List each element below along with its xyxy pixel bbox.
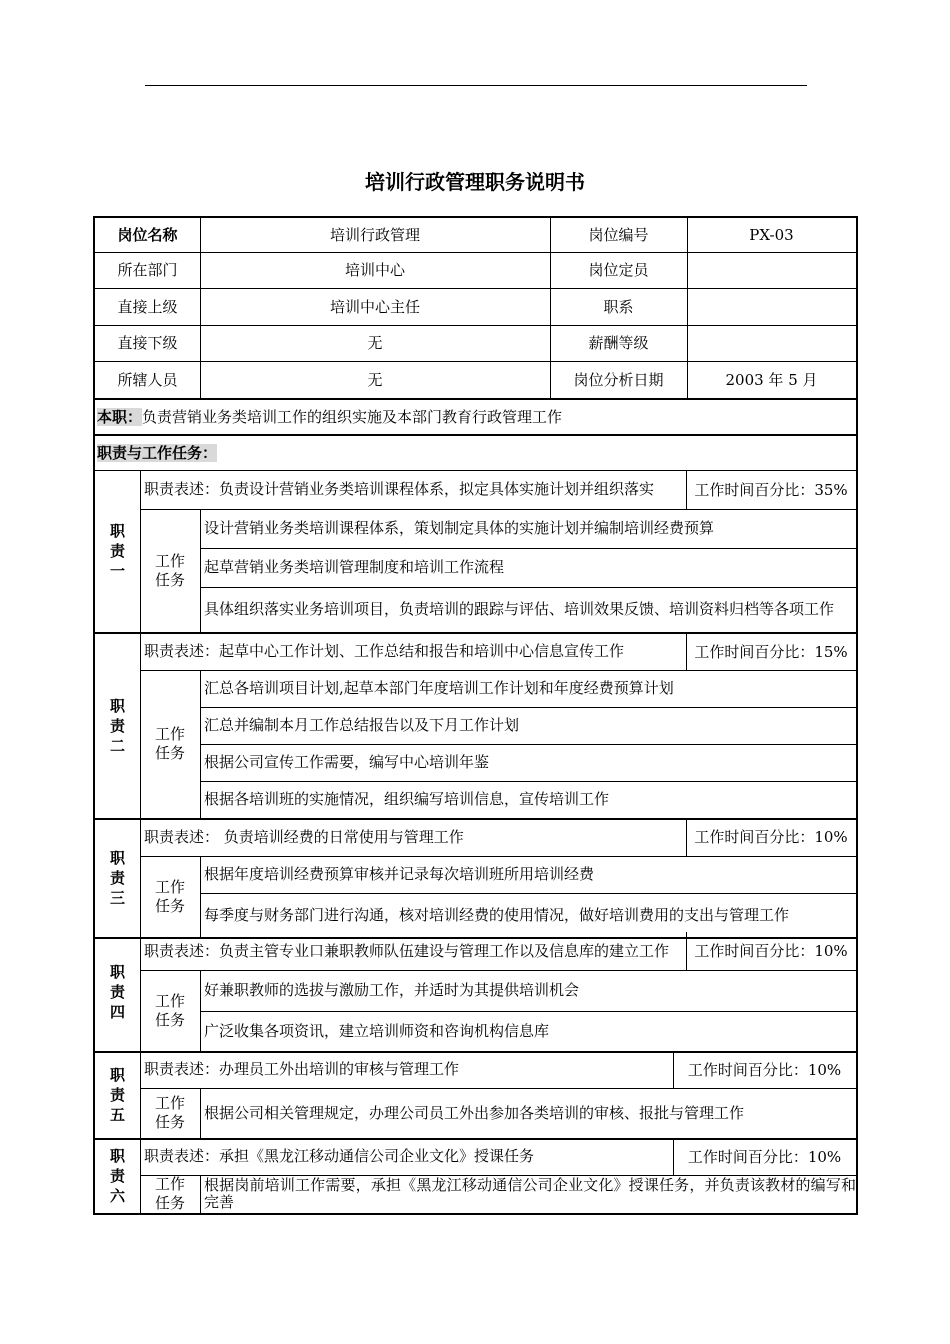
task-label-line: 任务 <box>154 1113 185 1131</box>
task-item: 起草营销业务类培训管理制度和培训工作流程 <box>204 558 505 576</box>
value-pay-grade <box>687 325 856 361</box>
duty-label-char: 职 <box>109 1146 125 1165</box>
task-label-line: 任务 <box>154 1194 185 1212</box>
label-pay-grade: 薪酬等级 <box>588 334 649 352</box>
duty-label-char: 责 <box>109 1166 125 1185</box>
task-item: 根据各培训班的实施情况，组织编写培训信息，宣传培训工作 <box>204 790 610 808</box>
value-position-name: 培训行政管理 <box>329 226 420 244</box>
duty-label-char: 职 <box>109 1065 125 1084</box>
task-label-line: 任务 <box>154 744 185 762</box>
task-item: 根据公司相关管理规定，办理公司员工外出参加各类培训的审核、报批与管理工作 <box>204 1103 745 1122</box>
label-position-name: 岗位名称 <box>117 226 178 244</box>
duty-label-char: 职 <box>109 962 125 981</box>
task-label-line: 工作 <box>154 1094 185 1112</box>
value-direct-subordinate: 无 <box>367 334 383 352</box>
task-label-3 <box>140 856 200 937</box>
duty-label-char: 六 <box>109 1186 125 1205</box>
value-job-family <box>687 288 856 325</box>
task-label-line: 工作 <box>154 877 185 896</box>
label-position-code: 岗位编号 <box>588 226 649 244</box>
duties-section-row <box>95 436 857 470</box>
duty-label-5 <box>95 1051 140 1138</box>
duty-label-3 <box>95 818 140 937</box>
duty-time-percent-6: 工作时间百分比：10% <box>687 1147 842 1166</box>
task-label-1 <box>140 509 200 632</box>
core-duty-text: 负责营销业务类培训工作的组织实施及本部门教育行政管理工作 <box>142 407 563 426</box>
divider <box>93 1213 858 1215</box>
label-department: 所在部门 <box>117 261 178 279</box>
duty-description-4: 职责表述：负责主管专业口兼职教师队伍建设与管理工作以及信息库的建立工作 <box>144 941 670 960</box>
duty-time-percent-5: 工作时间百分比：10% <box>687 1060 842 1079</box>
duty-label-char: 一 <box>109 562 125 580</box>
duty-time-percent-3: 工作时间百分比：10% <box>694 828 848 846</box>
duty-description-3: 职责表述： 负责培训经费的日常使用与管理工作 <box>144 827 464 846</box>
duty-label-char: 责 <box>109 982 125 1001</box>
task-item: 汇总并编制本月工作总结报告以及下月工作计划 <box>204 716 520 734</box>
task-item: 具体组织落实业务培训项目，负责培训的跟踪与评估、培训效果反馈、培训资料归档等各项工作 <box>204 600 835 618</box>
duty-label-char: 职 <box>109 696 125 715</box>
duty-label-char: 三 <box>109 888 125 907</box>
value-analysis-date: 2003 年 5 月 <box>725 370 818 389</box>
duty-label-char: 二 <box>109 736 125 755</box>
label-direct-superior: 直接上级 <box>117 297 178 316</box>
core-duty-label: 本职： <box>97 407 143 426</box>
task-label-line: 工作 <box>154 725 185 743</box>
value-staff: 无 <box>367 370 383 389</box>
value-position-code: PX-03 <box>749 226 794 244</box>
task-label-line: 任务 <box>154 1010 185 1029</box>
header-rule <box>145 85 807 86</box>
task-label-line: 任务 <box>154 570 185 589</box>
duty-description-5: 职责表述：办理员工外出培训的审核与管理工作 <box>144 1060 460 1078</box>
duty-label-char: 四 <box>109 1002 125 1021</box>
duty-label-char: 责 <box>109 1085 125 1104</box>
task-item: 广泛收集各项资讯，建立培训师资和咨询机构信息库 <box>204 1021 550 1040</box>
task-label-6 <box>140 1175 200 1213</box>
duty-description-6: 职责表述：承担《黑龙江移动通信公司企业文化》授课任务 <box>144 1147 535 1165</box>
task-label-5 <box>140 1088 200 1138</box>
task-label-line: 工作 <box>154 991 185 1010</box>
label-direct-subordinate: 直接下级 <box>117 334 178 352</box>
core-duty-row <box>95 399 857 434</box>
task-item: 根据年度培训经费预算审核并记录每次培训班所用培训经费 <box>204 865 595 883</box>
duty-time-percent-2: 工作时间百分比：15% <box>694 642 848 661</box>
label-analysis-date: 岗位分析日期 <box>573 370 664 389</box>
task-item: 好兼职教师的选拔与激励工作，并适时为其提供培训机会 <box>204 981 580 999</box>
task-label-4 <box>140 970 200 1051</box>
duties-section-label: 职责与工作任务： <box>97 444 218 462</box>
task-label-line: 工作 <box>154 1175 185 1193</box>
label-staff: 所辖人员 <box>117 370 178 389</box>
label-job-family: 职系 <box>603 297 634 316</box>
value-department: 培训中心 <box>344 261 405 279</box>
label-headcount: 岗位定员 <box>588 261 649 279</box>
duty-label-char: 责 <box>109 716 125 735</box>
task-label-2 <box>140 670 200 818</box>
task-label-line: 任务 <box>154 896 185 915</box>
duty-label-2 <box>95 633 140 818</box>
task-item: 根据岗前培训工作需要，承担《黑龙江移动通信公司企业文化》授课任务，并负责该教材的编写和完善 <box>204 1176 856 1211</box>
duty-label-4 <box>95 932 140 1051</box>
duty-description-2: 职责表述：起草中心工作计划、工作总结和报告和培训中心信息宣传工作 <box>144 642 625 660</box>
task-item: 每季度与财务部门进行沟通，核对培训经费的使用情况，做好培训费用的支出与管理工作 <box>204 905 790 924</box>
duty-time-percent-4: 工作时间百分比：10% <box>694 942 848 960</box>
task-item: 汇总各培训项目计划,起草本部门年度培训工作计划和年度经费预算计划 <box>204 679 674 697</box>
duty-label-1 <box>95 470 140 632</box>
duty-label-char: 责 <box>109 542 125 560</box>
value-direct-superior: 培训中心主任 <box>329 297 420 316</box>
task-label-line: 工作 <box>154 551 185 570</box>
duty-label-char: 职 <box>109 848 125 867</box>
duty-label-6 <box>95 1138 140 1213</box>
duty-label-char: 责 <box>109 868 125 887</box>
duty-description-1: 职责表述：负责设计营销业务类培训课程体系，拟定具体实施计划并组织落实 <box>144 480 655 498</box>
task-item: 根据公司宣传工作需要，编写中心培训年鉴 <box>204 753 490 771</box>
value-headcount <box>687 252 856 288</box>
task-item: 设计营销业务类培训课程体系，策划制定具体的实施计划并编制培训经费预算 <box>204 519 715 537</box>
duty-label-char: 职 <box>109 522 125 540</box>
document-title: 培训行政管理职务说明书 <box>365 170 585 194</box>
duty-label-char: 五 <box>109 1105 125 1124</box>
duty-time-percent-1: 工作时间百分比：35% <box>694 480 848 499</box>
